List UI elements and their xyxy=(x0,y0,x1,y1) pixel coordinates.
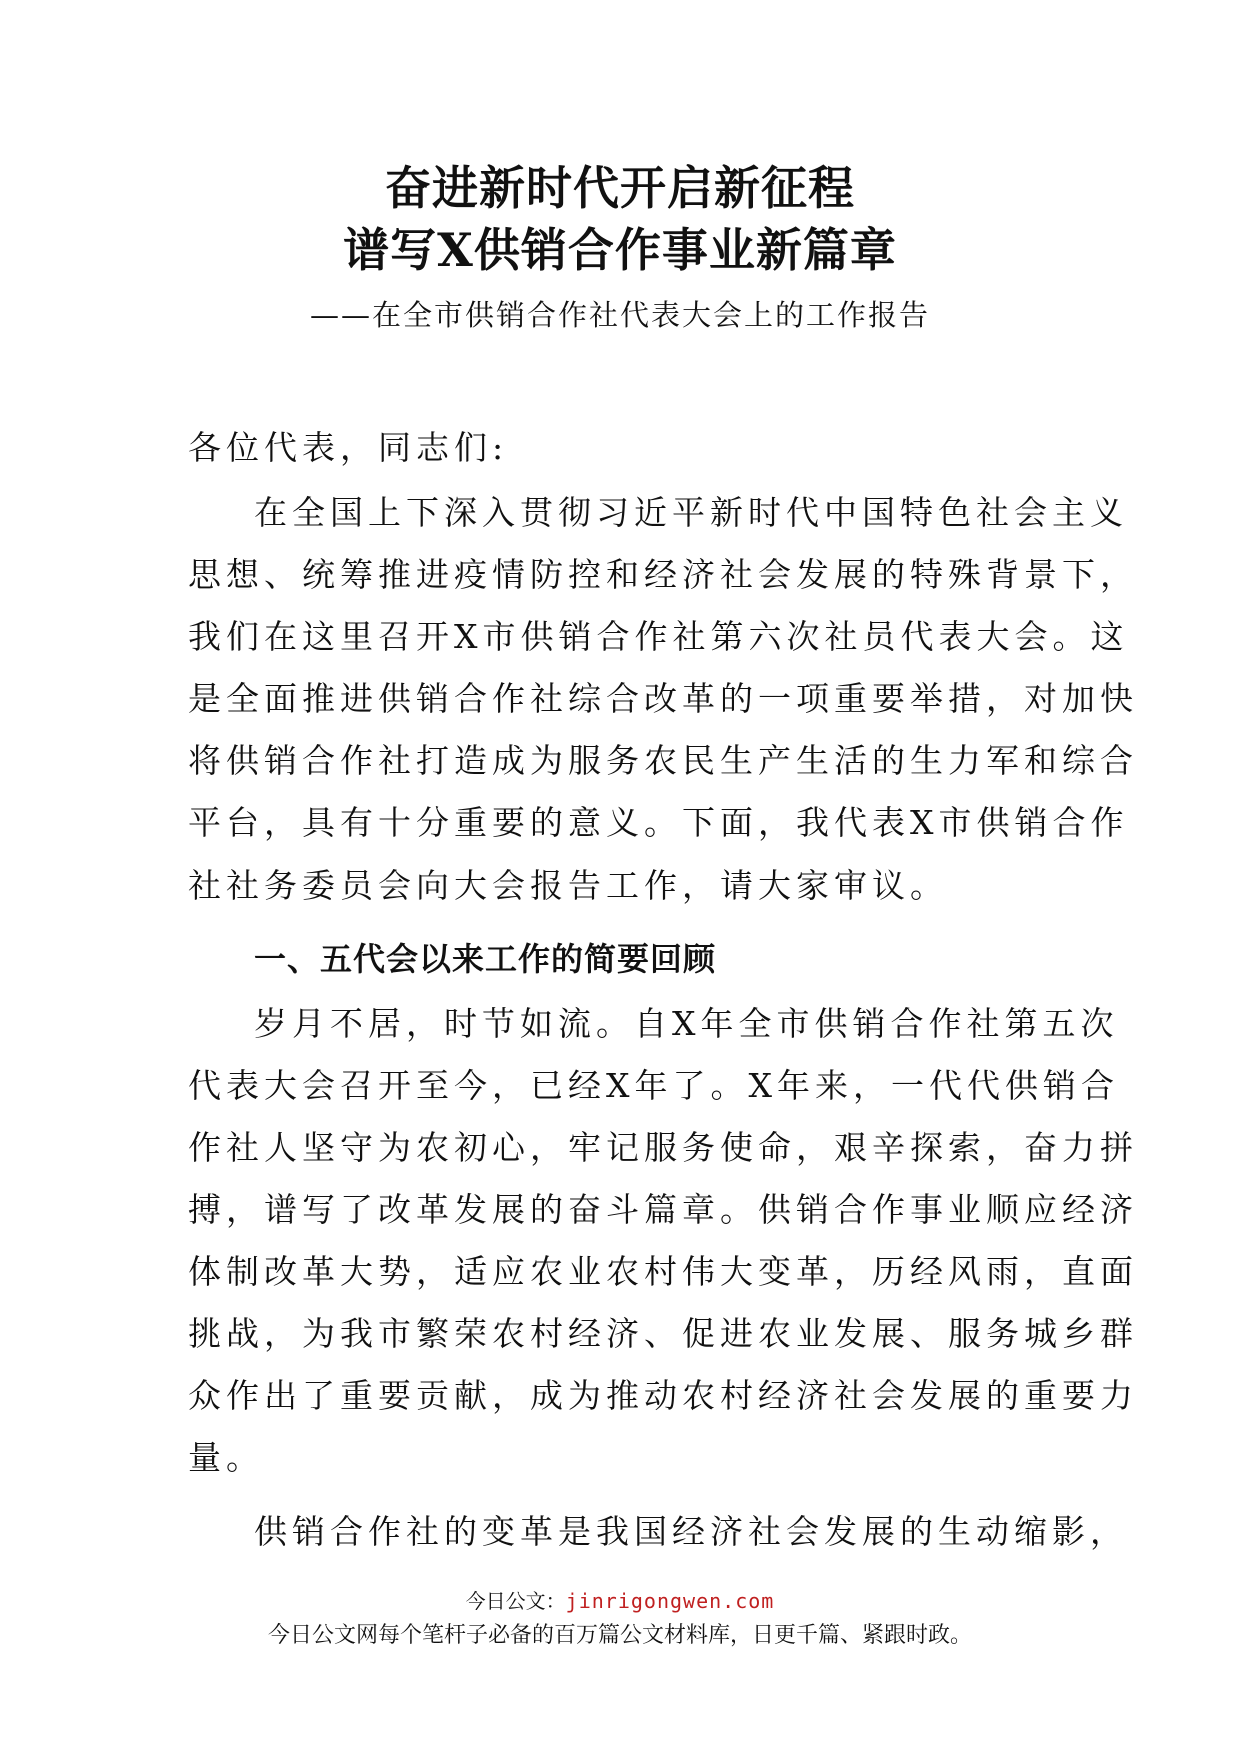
paragraph-2-line: 作社人坚守为农初心，牢记服务使命，艰辛探索，奋力拼 xyxy=(188,1128,1138,1167)
section-heading: 一、五代会以来工作的简要回顾 xyxy=(254,940,717,978)
title-line-1: 奋进新时代开启新征程 xyxy=(385,161,855,215)
paragraph-1-line: 是全面推进供销合作社综合改革的一项重要举措，对加快 xyxy=(188,679,1138,718)
paragraph-1-line: 社社务委员会向大会报告工作，请大家审议。 xyxy=(188,866,948,905)
paragraph-2-line: 量。 xyxy=(188,1438,264,1477)
paragraph-2-line: 岁月不居，时节如流。自X年全市供销合作社第五次 xyxy=(254,1004,1119,1043)
paragraph-1-line: 平台，具有十分重要的意义。下面，我代表X市供销合作 xyxy=(188,803,1129,842)
footer-site-link[interactable]: jinrigongwen.com xyxy=(565,1589,775,1613)
footer-label: 今日公文： xyxy=(465,1589,566,1613)
footer-source xyxy=(0,1588,1240,1614)
paragraph-1-line: 我们在这里召开X市供销合作社第六次社员代表大会。这 xyxy=(188,617,1129,656)
paragraph-2-line: 众作出了重要贡献，成为推动农村经济社会发展的重要力 xyxy=(188,1376,1138,1415)
paragraph-2-line: 体制改革大势，适应农业农村伟大变革，历经风雨，直面 xyxy=(188,1252,1138,1291)
paragraph-1-line: 在全国上下深入贯彻习近平新时代中国特色社会主义 xyxy=(254,493,1128,532)
paragraph-2-line: 挑战，为我市繁荣农村经济、促进农业发展、服务城乡群 xyxy=(188,1314,1138,1353)
title-line-2: 谱写X供销合作事业新篇章 xyxy=(343,223,897,277)
paragraph-1-line: 思想、统筹推进疫情防控和经济社会发展的特殊背景下， xyxy=(188,555,1138,594)
greeting: 各位代表，同志们: xyxy=(188,428,509,467)
subtitle: ——在全市供销合作社代表大会上的工作报告 xyxy=(309,298,930,332)
footer-slogan: 今日公文网每个笔杆子必备的百万篇公文材料库，日更千篇、紧跟时政。 xyxy=(267,1623,972,1648)
paragraph-1-line: 将供销合作社打造成为服务农民生产生活的生力军和综合 xyxy=(188,741,1138,780)
paragraph-2-line: 搏，谱写了改革发展的奋斗篇章。供销合作事业顺应经济 xyxy=(188,1190,1138,1229)
paragraph-2-line: 代表大会召开至今，已经X年了。X年来，一代代供销合 xyxy=(188,1066,1119,1105)
paragraph-3-line: 供销合作社的变革是我国经济社会发展的生动缩影， xyxy=(254,1512,1128,1551)
